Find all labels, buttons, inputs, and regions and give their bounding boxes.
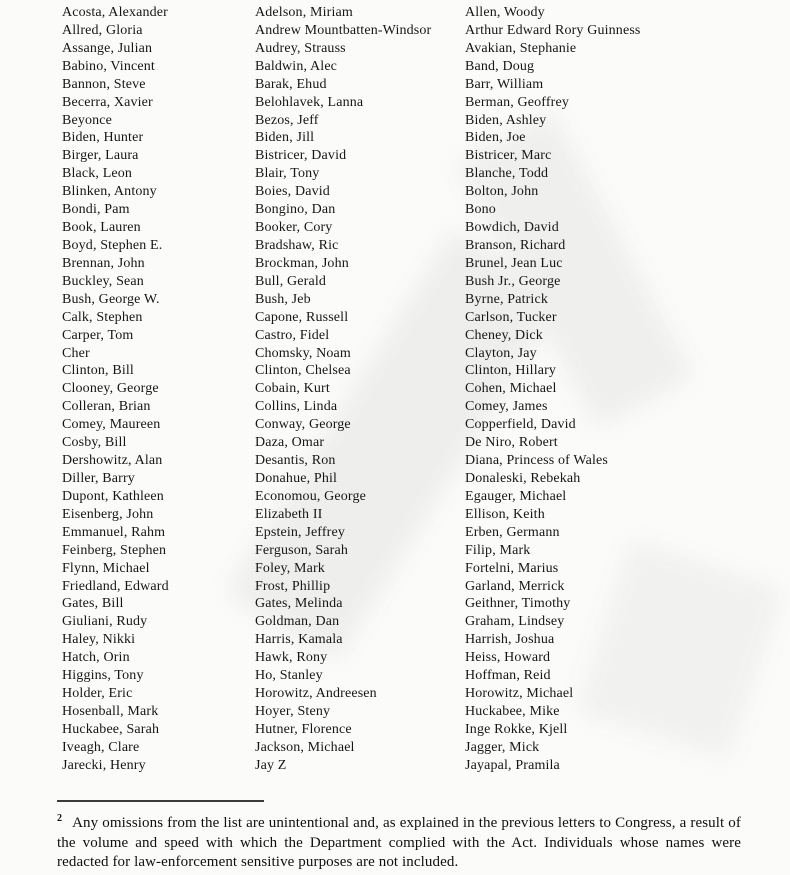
list-item: Bowdich, David: [465, 220, 559, 236]
list-item: Bush Jr., George: [465, 273, 561, 289]
list-item: Clayton, Jay: [465, 345, 537, 361]
list-item: Blanche, Todd: [465, 166, 549, 182]
list-item: Jay Z: [255, 757, 287, 773]
footnote-marker: 2: [57, 813, 63, 824]
list-item: Blair, Tony: [255, 166, 320, 182]
list-item: Clinton, Hillary: [465, 363, 557, 379]
list-item: Elizabeth II: [255, 506, 323, 522]
list-item: Bush, Jeb: [255, 291, 311, 307]
list-item: Avakian, Stephanie: [465, 40, 577, 56]
list-item: Brockman, John: [255, 255, 349, 271]
name-column-1: [62, 4, 169, 775]
list-item: Foley, Mark: [255, 560, 325, 576]
list-item: Bistricer, Marc: [465, 148, 552, 164]
list-item: Clinton, Chelsea: [255, 363, 351, 379]
list-item: Dupont, Kathleen: [62, 488, 164, 504]
list-item: Jarecki, Henry: [62, 757, 146, 773]
list-item: Frost, Phillip: [255, 578, 331, 594]
list-item: Acosta, Alexander: [62, 5, 168, 20]
list-item: Gates, Melinda: [255, 596, 343, 612]
list-item: Blinken, Antony: [62, 184, 157, 200]
list-item: Harris, Kamala: [255, 632, 343, 648]
list-item: Chomsky, Noam: [255, 345, 351, 361]
list-item: Fortelni, Marius: [465, 560, 559, 576]
list-item: Biden, Ashley: [465, 112, 547, 128]
list-item: Audrey, Strauss: [255, 40, 346, 56]
list-item: Capone, Russell: [255, 309, 349, 325]
list-item: Haley, Nikki: [62, 632, 136, 648]
list-item: Black, Leon: [62, 166, 133, 182]
list-item: Feinberg, Stephen: [62, 542, 167, 558]
list-item: Arthur Edward Rory Guinness: [465, 22, 641, 38]
list-item: Huckabee, Mike: [465, 703, 560, 719]
list-item: Hoyer, Steny: [255, 703, 331, 719]
list-item: Economou, George: [255, 488, 367, 504]
list-item: Diana, Princess of Wales: [465, 453, 608, 469]
list-item: Assange, Julian: [62, 40, 153, 56]
list-item: Biden, Hunter: [62, 130, 144, 146]
list-item: Castro, Fidel: [255, 327, 330, 343]
list-item: Friedland, Edward: [62, 578, 169, 594]
list-item: Iveagh, Clare: [62, 739, 140, 755]
list-item: Donaleski, Rebekah: [465, 470, 581, 486]
list-item: Buckley, Sean: [62, 273, 144, 289]
list-item: Jagger, Mick: [465, 739, 540, 755]
list-item: Biden, Joe: [465, 130, 526, 146]
list-item: Comey, Maureen: [62, 417, 161, 433]
list-item: Allred, Gloria: [62, 22, 143, 38]
list-item: Higgins, Tony: [62, 668, 144, 684]
list-item: Band, Doug: [465, 58, 535, 74]
list-item: Bistricer, David: [255, 148, 347, 164]
list-item: Belohlavek, Lanna: [255, 94, 364, 110]
list-item: Jayapal, Pramila: [465, 757, 560, 773]
list-item: Geithner, Timothy: [465, 596, 571, 612]
list-item: Hutner, Florence: [255, 721, 352, 737]
list-item: Byrne, Patrick: [465, 291, 548, 307]
list-item: Horowitz, Michael: [465, 686, 574, 702]
list-item: Dershowitz, Alan: [62, 453, 163, 469]
list-item: Adelson, Miriam: [255, 5, 353, 20]
name-column-2: [255, 4, 431, 775]
list-item: Baldwin, Alec: [255, 58, 338, 74]
list-item: Booker, Cory: [255, 220, 333, 236]
list-item: Hatch, Orin: [62, 650, 130, 666]
list-item: Holder, Eric: [62, 686, 133, 702]
list-item: Bradshaw, Ric: [255, 237, 339, 253]
list-item: Berman, Geoffrey: [465, 94, 569, 110]
list-item: De Niro, Robert: [465, 435, 558, 451]
list-item: Gates, Bill: [62, 596, 124, 612]
list-item: Birger, Laura: [62, 148, 139, 164]
list-item: Copperfield, David: [465, 417, 576, 433]
list-item: Carlson, Tucker: [465, 309, 557, 325]
list-item: Giuliani, Rudy: [62, 614, 148, 630]
list-item: Book, Lauren: [62, 220, 141, 236]
list-item: Collins, Linda: [255, 399, 338, 415]
list-item: Barak, Ehud: [255, 76, 327, 92]
list-item: Jackson, Michael: [255, 739, 355, 755]
name-column-3: [465, 4, 641, 775]
list-item: Bolton, John: [465, 184, 539, 200]
list-item: Babino, Vincent: [62, 58, 155, 74]
footnote-separator: [57, 800, 264, 802]
list-item: Andrew Mountbatten-Windsor: [255, 22, 432, 38]
list-item: Horowitz, Andreesen: [255, 686, 377, 702]
list-item: Carper, Tom: [62, 327, 134, 343]
list-item: Bannon, Steve: [62, 76, 146, 92]
list-item: Erben, Germann: [465, 524, 560, 540]
list-item: Inge Rokke, Kjell: [465, 721, 568, 737]
list-item: Ferguson, Sarah: [255, 542, 348, 558]
list-item: Filip, Mark: [465, 542, 531, 558]
list-item: Flynn, Michael: [62, 560, 150, 576]
list-item: Donahue, Phil: [255, 470, 338, 486]
list-item: Epstein, Jeffrey: [255, 524, 346, 540]
list-item: Bull, Gerald: [255, 273, 327, 289]
list-item: Graham, Lindsey: [465, 614, 565, 630]
list-item: Bezos, Jeff: [255, 112, 319, 128]
list-item: Bono: [465, 202, 496, 218]
list-item: Egauger, Michael: [465, 488, 567, 504]
list-item: Calk, Stephen: [62, 309, 143, 325]
list-item: Harrish, Joshua: [465, 632, 555, 648]
list-item: Bondi, Pam: [62, 202, 130, 218]
list-item: Heiss, Howard: [465, 650, 551, 666]
list-item: Brennan, John: [62, 255, 145, 271]
list-item: Clinton, Bill: [62, 363, 134, 379]
list-item: Goldman, Dan: [255, 614, 340, 630]
list-item: Comey, James: [465, 399, 548, 415]
list-item: Emmanuel, Rahm: [62, 524, 166, 540]
list-item: Barr, William: [465, 76, 544, 92]
list-item: Garland, Merrick: [465, 578, 565, 594]
list-item: Brunel, Jean Luc: [465, 255, 563, 271]
list-item: Cher: [62, 345, 90, 361]
list-item: Clooney, George: [62, 381, 159, 397]
list-item: Hoffman, Reid: [465, 668, 551, 684]
list-item: Conway, George: [255, 417, 351, 433]
list-item: Branson, Richard: [465, 237, 566, 253]
list-item: Hosenball, Mark: [62, 703, 159, 719]
list-item: Allen, Woody: [465, 5, 545, 20]
list-item: Ho, Stanley: [255, 668, 323, 684]
list-item: Eisenberg, John: [62, 506, 154, 522]
list-item: Boies, David: [255, 184, 330, 200]
list-item: Bongino, Dan: [255, 202, 336, 218]
list-item: Beyonce: [62, 112, 113, 128]
list-item: Daza, Omar: [255, 435, 325, 451]
list-item: Bush, George W.: [62, 291, 160, 307]
list-item: Diller, Barry: [62, 470, 135, 486]
list-item: Biden, Jill: [255, 130, 315, 146]
list-item: Desantis, Ron: [255, 453, 336, 469]
list-item: Cheney, Dick: [465, 327, 543, 343]
list-item: Becerra, Xavier: [62, 94, 153, 110]
list-item: Cohen, Michael: [465, 381, 557, 397]
list-item: Ellison, Keith: [465, 506, 545, 522]
footnote-text: Any omissions from the list are unintentional and, as explained in the previous letters to Congress, a result of the volume and speed with which the Department complied with the Act. Individuals whose names were redacted for law-enforcement sensitive purposes are not included.: [57, 815, 741, 870]
list-item: Cobain, Kurt: [255, 381, 330, 397]
footnote: [57, 809, 741, 873]
list-item: Hawk, Rony: [255, 650, 328, 666]
list-item: Colleran, Brian: [62, 399, 151, 415]
list-item: Cosby, Bill: [62, 435, 127, 451]
list-item: Huckabee, Sarah: [62, 721, 160, 737]
list-item: Boyd, Stephen E.: [62, 237, 163, 253]
